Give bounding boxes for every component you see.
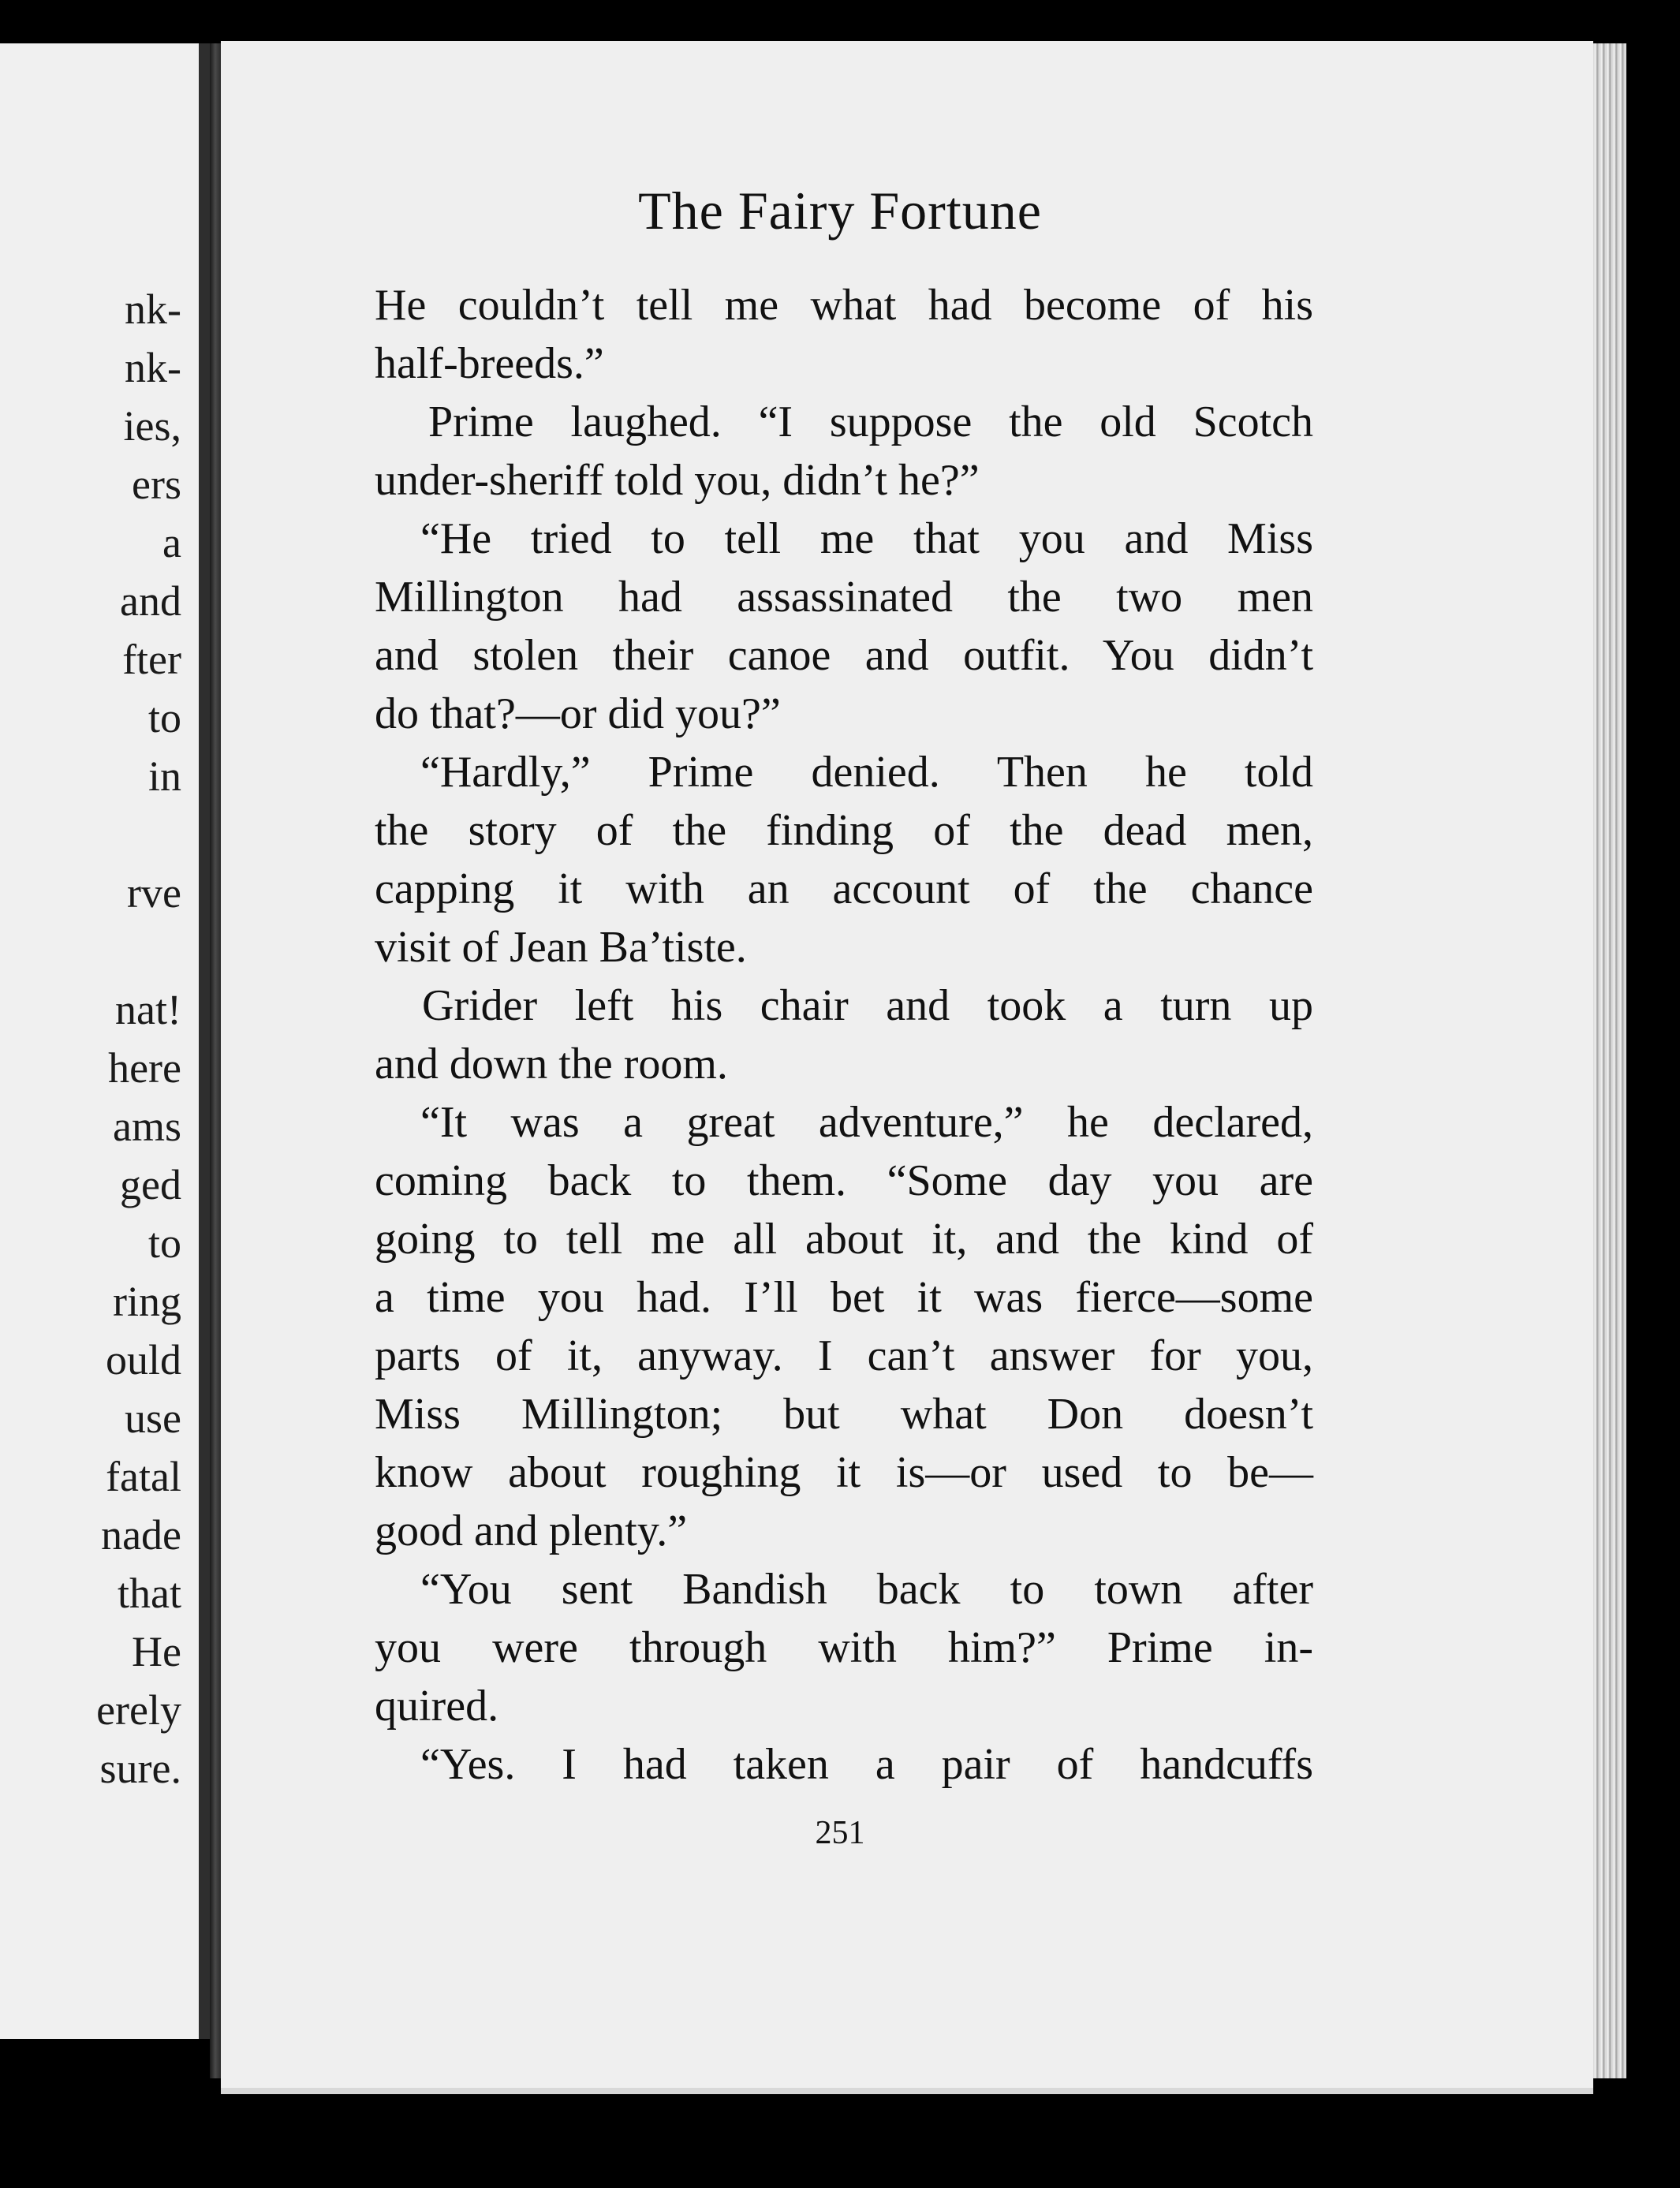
left-page-fragment: ould bbox=[105, 1336, 181, 1383]
left-page-fragment: a bbox=[162, 519, 181, 566]
left-page-fragment: ams bbox=[113, 1103, 181, 1150]
body-line: do that?—or did you?” bbox=[375, 689, 781, 738]
left-page-fragment: nade bbox=[101, 1511, 181, 1559]
left-page-fragment: erely bbox=[96, 1686, 181, 1734]
body-line: and down the room. bbox=[375, 1040, 728, 1088]
body-line: half-breeds.” bbox=[375, 339, 604, 388]
left-page-fragment: and bbox=[120, 577, 181, 625]
body-line: the story of the finding of the dead men, bbox=[375, 806, 1313, 855]
body-line: know about roughing it is—or used to be— bbox=[375, 1448, 1313, 1497]
body-line: coming back to them. “Some day you are bbox=[375, 1156, 1313, 1205]
left-page-fragment: ers bbox=[132, 461, 181, 508]
body-line: He couldn’t tell me what had become of his bbox=[375, 281, 1313, 330]
body-line: good and plenty.” bbox=[375, 1507, 688, 1555]
body-line: Miss Millington; but what Don doesn’t bbox=[375, 1390, 1313, 1439]
left-page-fragment: sure. bbox=[99, 1745, 181, 1792]
left-page-fragment: to bbox=[147, 694, 181, 741]
left-page-fragment: use bbox=[125, 1395, 181, 1442]
body-line: Grider left his chair and took a turn up bbox=[422, 981, 1313, 1030]
body-line: you were through with him?” Prime in- bbox=[375, 1623, 1313, 1672]
left-page-fragment: ies, bbox=[123, 402, 181, 450]
left-page-fragment: fter bbox=[122, 636, 181, 683]
left-page-fragment: nk- bbox=[125, 286, 181, 333]
body-line: under-sheriff told you, didn’t he?” bbox=[375, 456, 980, 505]
body-line: capping it with an account of the chance bbox=[375, 864, 1313, 913]
page-edges bbox=[1593, 43, 1626, 2078]
left-page bbox=[0, 43, 210, 2039]
body-line: Prime laughed. “I suppose the old Scotch bbox=[428, 398, 1313, 446]
left-page-fragment: here bbox=[108, 1044, 181, 1092]
body-line: “He tried to tell me that you and Miss bbox=[420, 514, 1313, 563]
left-page-fragment: in bbox=[147, 752, 181, 800]
page-number: 251 bbox=[815, 1815, 865, 1851]
body-line: going to tell me all about it, and the kind of bbox=[375, 1215, 1313, 1264]
left-page-fragment: to bbox=[147, 1219, 181, 1267]
left-page-fragment: that bbox=[118, 1570, 181, 1617]
book-gutter bbox=[210, 43, 221, 2078]
body-line: and stolen their canoe and outfit. You didn’t bbox=[375, 631, 1313, 680]
running-head: The Fairy Fortune bbox=[638, 181, 1042, 241]
body-line: “Yes. I had taken a pair of handcuffs bbox=[420, 1740, 1313, 1789]
body-line: visit of Jean Ba’tiste. bbox=[375, 923, 747, 972]
left-page-fragment: nk- bbox=[125, 344, 181, 391]
left-page-fragment: nat! bbox=[115, 986, 181, 1033]
left-page-fragment: ring bbox=[113, 1278, 181, 1325]
body-line: quired. bbox=[375, 1682, 499, 1731]
body-line: “It was a great adventure,” he declared, bbox=[420, 1098, 1313, 1147]
body-line: Millington had assassinated the two men bbox=[375, 573, 1313, 622]
left-page-fragment: ged bbox=[120, 1161, 181, 1208]
body-line: a time you had. I’ll bet it was fierce—some bbox=[375, 1273, 1313, 1322]
left-page-fragment: rve bbox=[127, 869, 181, 917]
body-line: “Hardly,” Prime denied. Then he told bbox=[420, 748, 1313, 797]
body-line: parts of it, anyway. I can’t answer for you, bbox=[375, 1331, 1313, 1380]
left-page-fragment: He bbox=[132, 1628, 181, 1675]
body-line: “You sent Bandish back to town after bbox=[420, 1565, 1313, 1614]
left-page-fragment: fatal bbox=[106, 1453, 181, 1500]
